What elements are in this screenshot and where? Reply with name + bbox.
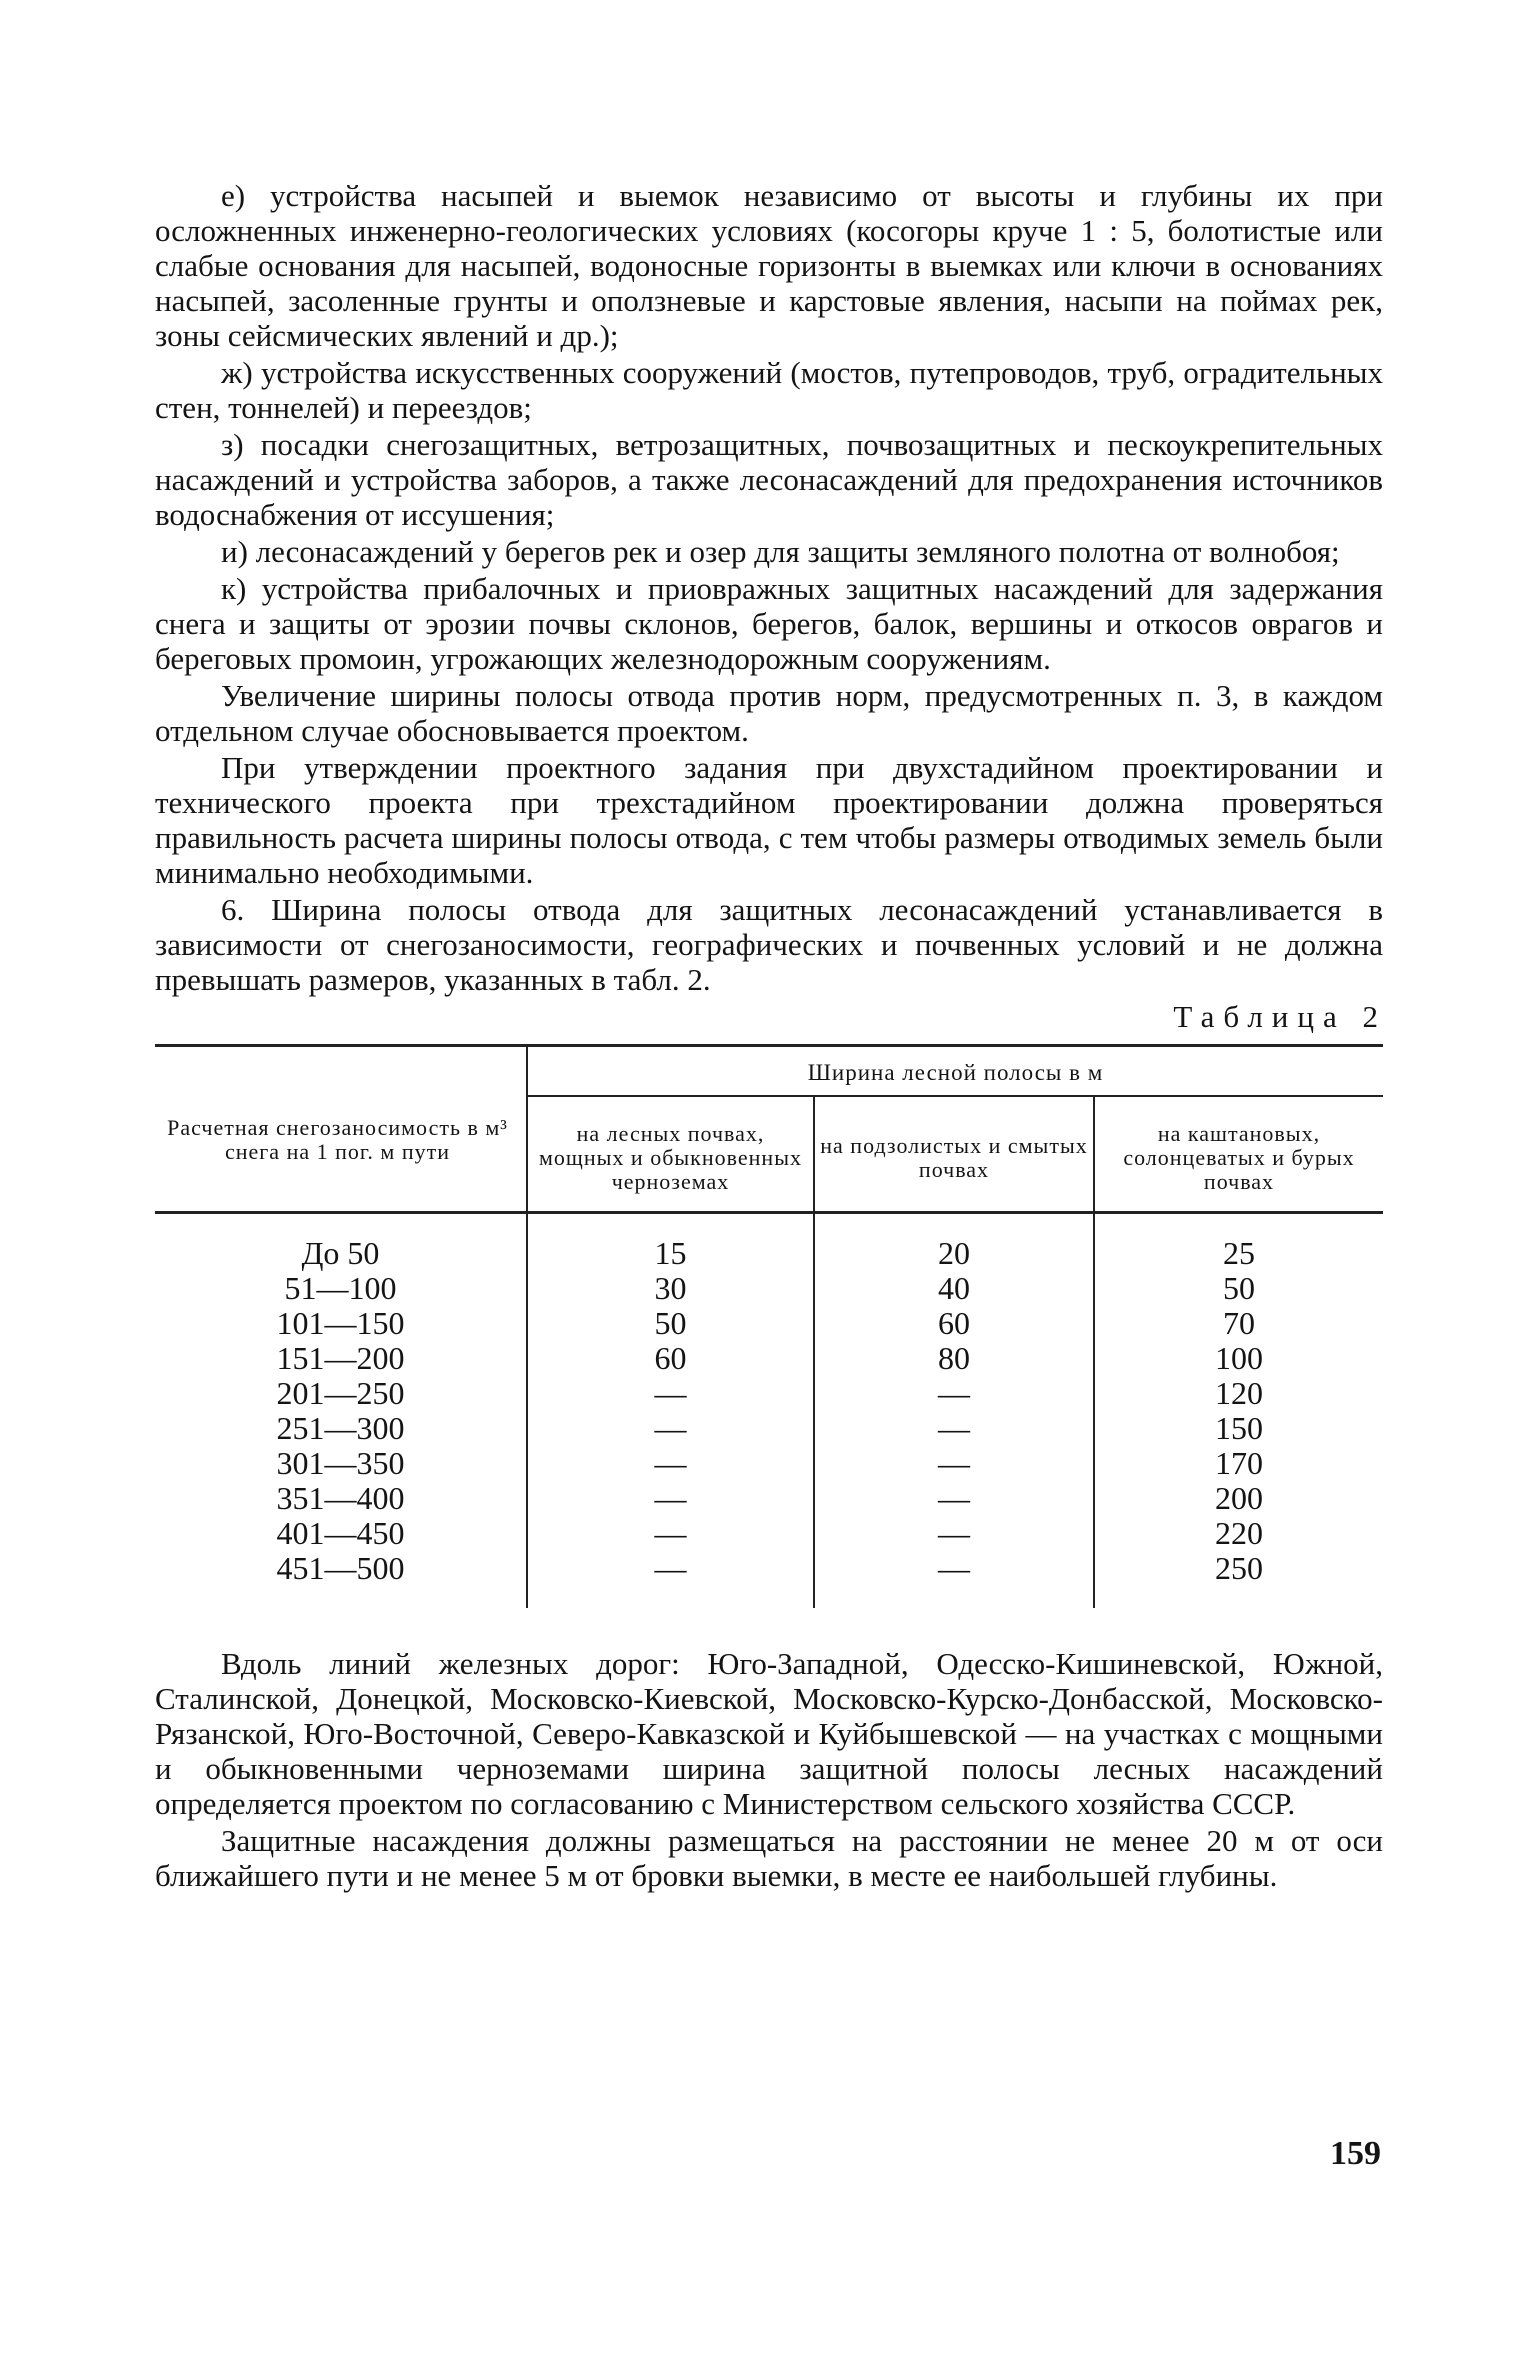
table-row: [155, 1271, 1383, 1306]
header-snow: Расчетная снегозаносимость в м³ снега на 1 пог. м пути: [155, 1046, 527, 1213]
cell-forest-soils: —: [527, 1376, 814, 1411]
cell-snowiness: 301—350: [276, 1445, 405, 1481]
cell-snowiness: 351—400: [276, 1480, 405, 1516]
table-row: [155, 1411, 1383, 1446]
paragraph-railways: Вдоль линий железных дорог: Юго-Западной, Одесско-Кишиневской, Южной, Сталинской, Донецкой, Московско-Киевской, Московско-Курско-Донбасской, Московско-Рязанской, Юго-Восточной, Северо-Кавказской и Куйбышевской — на участках с мощными и обыкновенными черноземами ширина защитной полосы лесных насаждений определяется проектом по согласованию с Министерством сельского хозяйства СССР.: [155, 1646, 1383, 1821]
cell-forest-soils: —: [527, 1481, 814, 1516]
table-row: [155, 1306, 1383, 1341]
cell-podzol-soils: —: [814, 1481, 1094, 1516]
cell-forest-soils: —: [527, 1446, 814, 1481]
page-number: 159: [1330, 2135, 1381, 2172]
cell-chestnut-soils: 120: [1094, 1376, 1383, 1411]
table-body: [155, 1213, 1383, 1609]
cell-forest-soils: —: [527, 1551, 814, 1586]
cell-snowiness: 151—200: [276, 1340, 405, 1376]
table-row: [155, 1341, 1383, 1376]
cell-forest-soils: 15: [527, 1236, 814, 1271]
cell-snowiness: 401—450: [276, 1515, 405, 1551]
cell-podzol-soils: —: [814, 1376, 1094, 1411]
cell-chestnut-soils: 150: [1094, 1411, 1383, 1446]
paragraph-e: е) устройства насыпей и выемок независимо от высоты и глубины их при осложненных инженерно-геологических условиях (косогоры круче 1 : 5, болотистые или слабые основания для насыпей, водоносные горизонты в выемках или ключи в основаниях насыпей, засоленные грунты и оползневые и карстовые явления, насыпи на поймах рек, зоны сейсмических явлений и др.);: [155, 178, 1383, 353]
cell-podzol-soils: 60: [814, 1306, 1094, 1341]
table-row: [155, 1446, 1383, 1481]
cell-chestnut-soils: 220: [1094, 1516, 1383, 1551]
cell-forest-soils: 30: [527, 1271, 814, 1306]
paragraph-i: и) лесонасаждений у берегов рек и озер для защиты земляного полотна от волнобоя;: [221, 534, 1340, 569]
table-row: [155, 1516, 1383, 1551]
paragraph-k: к) устройства прибалочных и приовражных защитных насаждений для задержания снега и защиты от эрозии почвы склонов, берегов, балок, вершины и откосов оврагов и береговых промоин, угрожающих железнодорожным сооружениям.: [155, 571, 1383, 676]
cell-snowiness: До 50: [301, 1235, 380, 1271]
snow-table: [155, 1044, 1383, 1608]
cell-podzol-soils: —: [814, 1446, 1094, 1481]
cell-forest-soils: 50: [527, 1306, 814, 1341]
cell-forest-soils: —: [527, 1411, 814, 1446]
cell-podzol-soils: 80: [814, 1341, 1094, 1376]
paragraph-approval: При утверждении проектного задания при двухстадийном проектировании и технического проекта при трехстадийном проектировании должна проверяться правильность расчета ширины полосы отвода, с тем чтобы размеры отводимых земель были минимально необходимыми.: [155, 750, 1383, 890]
cell-chestnut-soils: 200: [1094, 1481, 1383, 1516]
cell-podzol-soils: 20: [814, 1236, 1094, 1271]
cell-podzol-soils: —: [814, 1411, 1094, 1446]
paragraph-z: з) посадки снегозащитных, ветрозащитных, почвозащитных и пескоукрепительных насаждений и устройства заборов, а также лесонасаждений для предохранения источников водоснабжения от иссушения;: [155, 427, 1383, 532]
cell-chestnut-soils: 100: [1094, 1341, 1383, 1376]
table-title: Таблица 2: [1173, 999, 1387, 1034]
paragraph-placement: Защитные насаждения должны размещаться на расстоянии не менее 20 м от оси ближайшего пути и не менее 5 м от бровки выемки, в месте ее наибольшей глубины.: [155, 1823, 1383, 1893]
cell-chestnut-soils: 25: [1094, 1236, 1383, 1271]
header-podzol-soils: на подзолистых и смытых почвах: [814, 1096, 1094, 1213]
header-forest-soils: на лесных почвах, мощных и обыкновенных черноземах: [527, 1096, 814, 1213]
cell-chestnut-soils: 170: [1094, 1446, 1383, 1481]
table-row: [155, 1481, 1383, 1516]
cell-podzol-soils: —: [814, 1551, 1094, 1586]
cell-snowiness: 251—300: [276, 1410, 405, 1446]
header-group: Ширина лесной полосы в м: [527, 1046, 1383, 1097]
table-row: [155, 1376, 1383, 1411]
cell-forest-soils: 60: [527, 1341, 814, 1376]
table-row: [155, 1236, 1383, 1271]
paragraph-increase: Увеличение ширины полосы отвода против норм, предусмотренных п. 3, в каждом отдельном случае обосновывается проектом.: [155, 678, 1383, 748]
page-content: [155, 178, 1387, 1895]
cell-podzol-soils: —: [814, 1516, 1094, 1551]
paragraph-item-6: 6. Ширина полосы отвода для защитных лесонасаждений устанавливается в зависимости от снегозаносимости, географических и почвенных условий и не должна превышать размеров, указанных в табл. 2.: [155, 892, 1383, 997]
cell-chestnut-soils: 70: [1094, 1306, 1383, 1341]
cell-snowiness: 201—250: [276, 1375, 405, 1411]
cell-podzol-soils: 40: [814, 1271, 1094, 1306]
cell-chestnut-soils: 250: [1094, 1551, 1383, 1586]
cell-chestnut-soils: 50: [1094, 1271, 1383, 1306]
table-row: [155, 1551, 1383, 1586]
cell-snowiness: 101—150: [276, 1305, 405, 1341]
paragraph-zh: ж) устройства искусственных сооружений (мостов, путепроводов, труб, оградительных стен, тоннелей) и переездов;: [155, 355, 1383, 425]
cell-snowiness: 51—100: [284, 1270, 397, 1306]
cell-forest-soils: —: [527, 1516, 814, 1551]
cell-snowiness: 451—500: [276, 1550, 405, 1586]
header-chestnut-soils: на каштановых, солонцеватых и бурых почвах: [1094, 1096, 1383, 1213]
